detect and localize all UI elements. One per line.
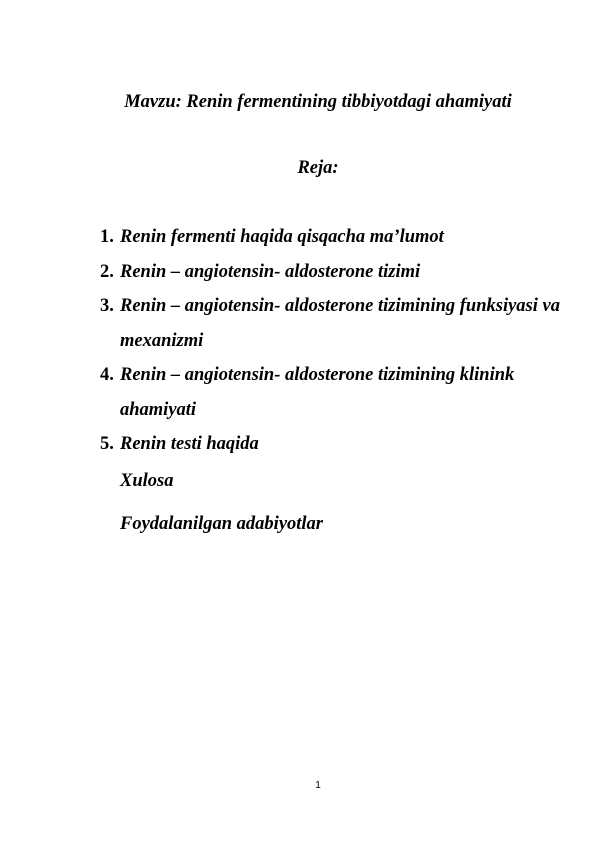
page-number: 1 xyxy=(315,780,321,791)
plan-item-text: Renin fermenti haqida qisqacha ma’lumot xyxy=(120,227,444,247)
plan-heading: Reja: xyxy=(297,158,339,178)
plan-item-text: Renin – angiotensin- aldosterone tizimining funksiyasi va mexanizmi xyxy=(120,296,560,351)
plan-item-5 xyxy=(100,427,570,462)
plan-item-3 xyxy=(100,289,570,358)
plan-item-number: 1. xyxy=(100,227,114,247)
plan-item-number: 5. xyxy=(100,434,114,454)
plan-item-number: 2. xyxy=(100,261,114,282)
plan-item-text: Renin – angiotensin- aldosterone tizimi xyxy=(120,261,421,282)
references-heading: Foydalanilgan adabiyotlar xyxy=(120,514,324,534)
plan-item-4 xyxy=(100,358,570,427)
plan-item-text: Renin testi haqida xyxy=(120,434,259,454)
plan-item-text: Renin – angiotensin- aldosterone tizimining klinink ahamiyati xyxy=(120,365,515,420)
plan-item-number: 4. xyxy=(100,365,114,385)
plan-item-number: 3. xyxy=(100,296,114,316)
document-title: Mavzu: Renin fermentining tibbiyotdagi ahamiyati xyxy=(124,92,512,112)
plan-item-2 xyxy=(100,255,570,290)
conclusion-heading: Xulosa xyxy=(120,471,174,491)
plan-item-1 xyxy=(100,220,570,255)
plan-list xyxy=(100,220,570,462)
